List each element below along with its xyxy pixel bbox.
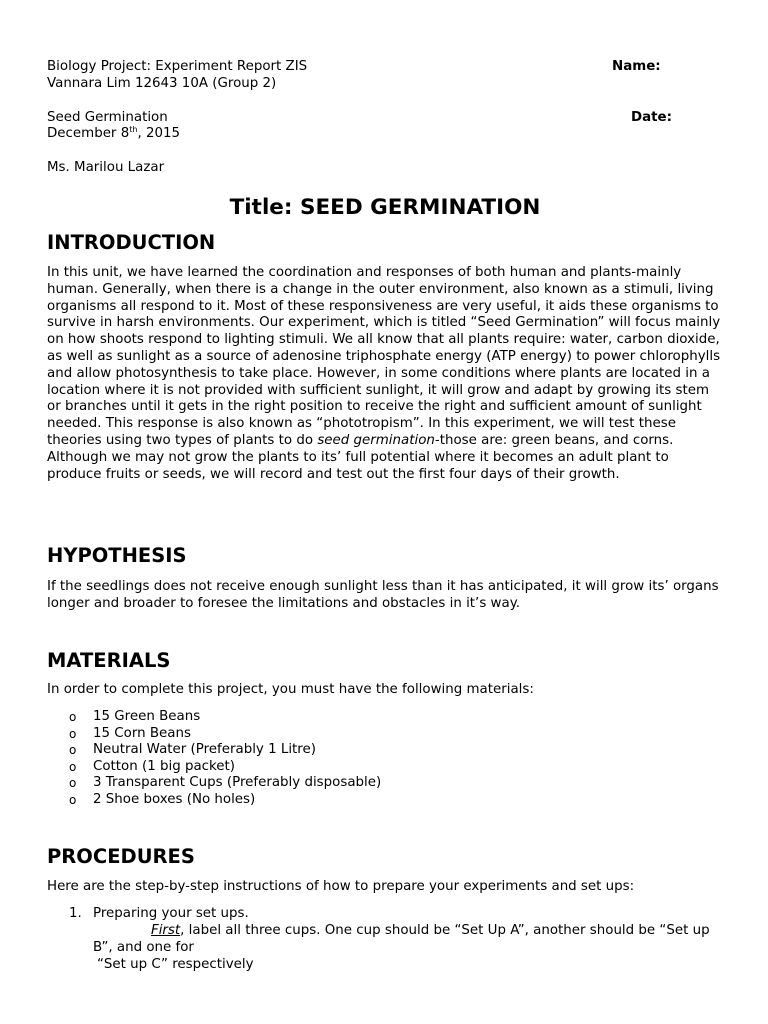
list-item [47,709,381,726]
name-label: Name: [612,59,661,74]
student-line: Vannara Lim 12643 10A (Group 2) [47,76,277,91]
procedures-intro: Here are the step-by-step instructions of how to prepare your experiments and set ups: [47,879,635,894]
hypothesis-paragraph: If the seedlings does not receive enough sunlight less than it has anticipated, it will grow its’ organs longer and broader to foresee the limitations and obstacles in it’s way. [47,579,719,611]
date-ordinal: th [129,125,138,134]
hypothesis-heading: HYPOTHESIS [47,544,187,567]
list-item-label: 15 Green Beans [93,709,201,724]
instruction-continuation: “Set up C” respectively [97,957,254,972]
list-item [47,759,381,776]
materials-intro: In order to complete this project, you must have the following materials: [47,682,534,697]
bullet-icon: o [69,792,77,807]
materials-heading: MATERIALS [47,649,171,672]
introduction-paragraph [47,265,723,483]
materials-list [47,709,381,809]
list-item [47,742,381,759]
intro-italic-term: seed germination [317,432,435,448]
date-year: , 2015 [137,126,181,141]
topic-line: Seed Germination [47,110,168,125]
bullet-icon: o [69,743,77,758]
intro-text-end: -those are: green beans, and corns. Although we may not grow the plants to its’ full potential where it becomes an adult plant to produce fruits or seeds, we will record and test out the first four days of their growth. [47,432,674,482]
page-title: Title: SEED GERMINATION [229,195,541,220]
intro-text-start: In this unit, we have learned the coordination and responses of both human and plants-mainly human. Generally, when there is a change in the outer environment, also known as a stimuli, living organisms all respond to it. Most of these responsiveness are very useful, it aids these organisms to survive in harsh environments. Our experiment, which is titled “Seed Germination” will focus mainly on how shoots respond to lighting stimuli. We all know that all plants require: water, carbon dioxide, as well as sunlight as a source of adenosine triphosphate energy (ATP energy) to power chlorophylls and allow photosynthesis to take place. However, in some conditions where plants are located in a location where it is not provided with sufficient sunlight, it will grow and adapt by growing its stem or branches until it gets in the right position to receive the right and sufficient amount of sunlight needed. This response is also known as “phototropism”. In this experiment, we will test these theories using two types of plants to do [47,265,721,448]
step-instruction [93,923,723,957]
list-item-label: 3 Transparent Cups (Preferably disposable) [93,775,382,791]
list-item [47,775,381,792]
bullet-icon: o [69,759,77,774]
first-keyword: First [151,923,181,938]
bullet-icon: o [69,776,77,791]
list-item-label: 2 Shoe boxes (No holes) [93,791,256,807]
instruction-text: , label all three cups. One cup should be “Set Up A”, another should be “Set up B”, and one for [93,923,710,955]
teacher-line: Ms. Marilou Lazar [47,160,165,175]
list-item-label: Cotton (1 big packet) [93,758,236,774]
date-text: December 8 [47,126,130,141]
step-title: Preparing your set ups. [93,906,249,921]
list-item-label: 15 Corn Beans [93,725,191,741]
list-item [47,792,381,809]
bullet-icon: o [69,710,77,724]
bullet-icon: o [69,726,77,741]
step-number: 1. [69,906,82,921]
project-line: Biology Project: Experiment Report ZIS [47,59,308,74]
date-line [47,126,180,143]
list-item [47,726,381,743]
procedures-heading: PROCEDURES [47,845,195,868]
list-item-label: Neutral Water (Preferably 1 Litre) [93,742,316,758]
introduction-heading: INTRODUCTION [47,231,216,254]
date-label: Date: [631,110,672,125]
